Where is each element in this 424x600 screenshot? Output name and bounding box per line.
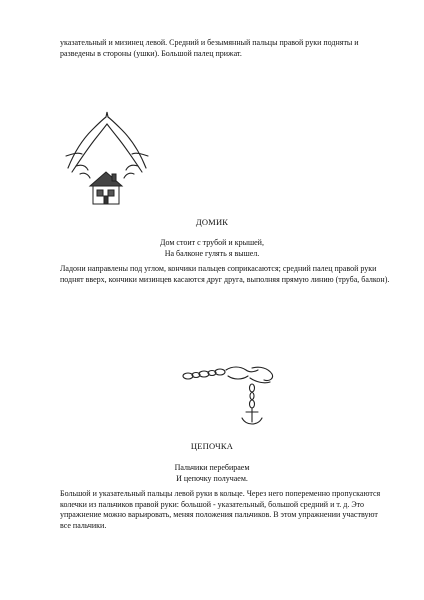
chain-verse-line: Пальчики перебираем: [174, 463, 250, 472]
house-hands-illustration: [62, 108, 152, 208]
house-verse-line: Дом стоит с трубой и крышей,: [160, 238, 264, 247]
chain-title: ЦЕПОЧКА: [190, 441, 234, 451]
chain-verse: [0, 462, 424, 484]
chain-verse-line: И цепочку получаем.: [176, 474, 248, 483]
house-verse-line: На балконе гулять я вышел.: [164, 249, 260, 258]
house-description: Ладони направлены под углом, кончики пальцев соприкасаются; средний палец правой руки поднят вверх, кончики мизинцев касаются друг друга, выполняя прямую линию (труба, балкон).: [60, 264, 390, 284]
house-verse: [0, 237, 424, 259]
chain-hands-illustration: [180, 360, 290, 430]
house-title: ДОМИК: [195, 217, 229, 227]
top-paragraph: указательный и мизинец левой. Средний и безымянный пальцы правой руки подняты и разведены в стороны (ушки). Большой палец прижат.: [60, 38, 359, 58]
chain-description: Большой и указательный пальцы левой руки в кольце. Через него попеременно пропускаются колечки из пальчиков правой руки: большой - указательный, большой средний и т. д. Это упражнение можно варьировать, меняя положения пальчиков. В этом упражнении участвуют все пальчики.: [60, 489, 381, 530]
